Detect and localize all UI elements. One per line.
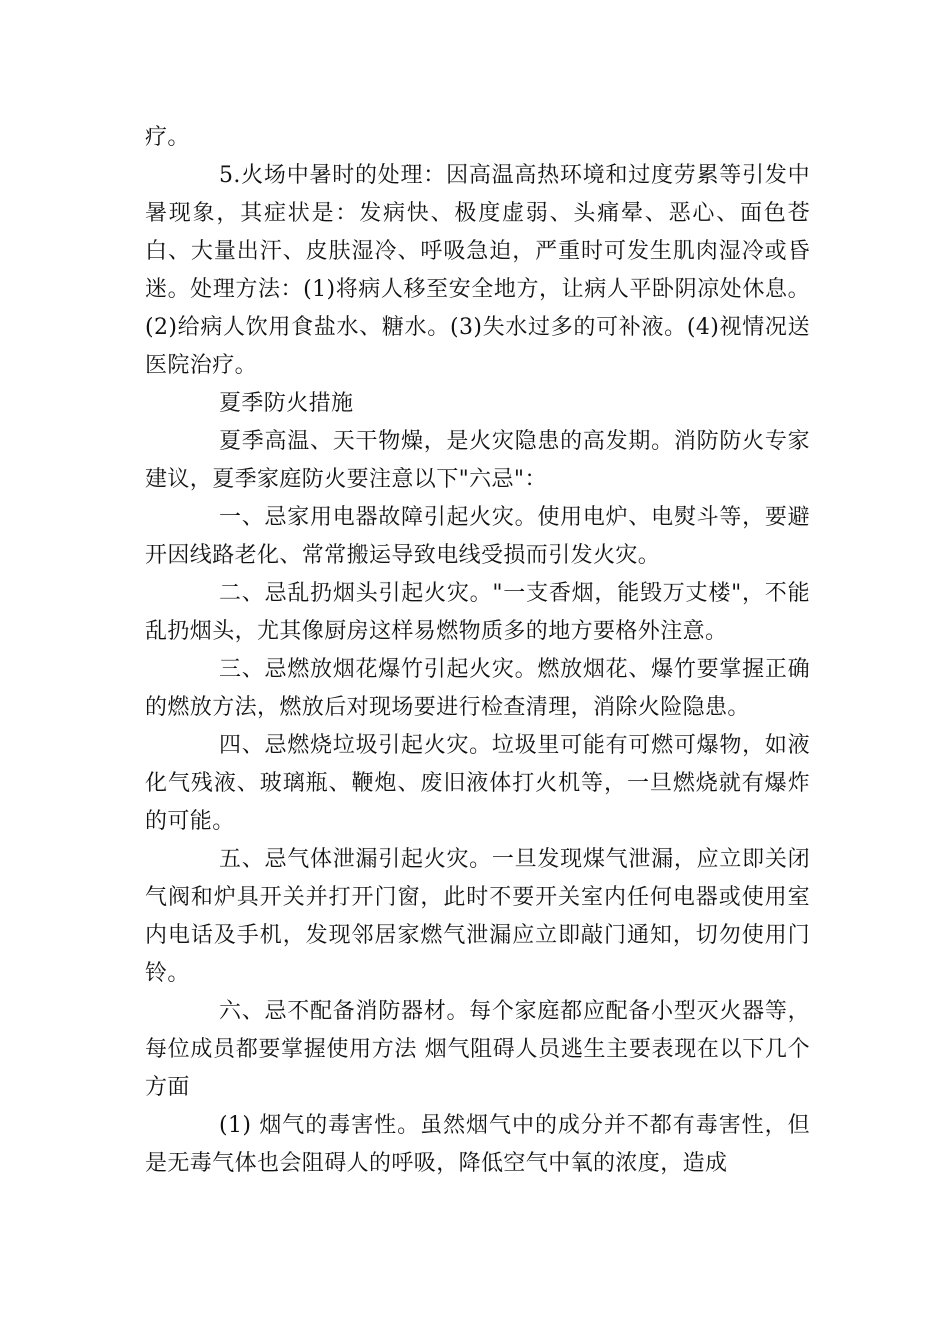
section-heading: 夏季防火措施 [219,391,354,416]
paragraph-rule-2: 二、忌乱扔烟头引起火灾。"一支香烟，能毁万丈楼"，不能乱扔烟头，尤其像厨房这样易燃物质多的地方要格外注意。 [145,581,810,644]
paragraph-rule-1: 一、忌家用电器故障引起火灾。使用电炉、电熨斗等，要避开因线路老化、常常搬运导致电线受损而引发火灾。 [145,505,810,568]
paragraph-rule-4: 四、忌燃烧垃圾引起火灾。垃圾里可能有可燃可爆物，如液化气残液、玻璃瓶、鞭炮、废旧液体打火机等，一旦燃烧就有爆炸的可能。 [145,733,810,834]
paragraph-rule-6: 六、忌不配备消防器材。每个家庭都应配备小型灭火器等，每位成员都要掌握使用方法 烟气阻碍人员逃生主要表现在以下几个方面 [145,999,810,1100]
paragraph-rule-5: 五、忌气体泄漏引起火灾。一旦发现煤气泄漏，应立即关闭气阀和炉具开关并打开门窗，此时不要开关室内任何电器或使用室内电话及手机，发现邻居家燃气泄漏应立即敲门通知，切勿使用门铃。 [145,847,810,986]
paragraph-intro: 夏季高温、天干物燥，是火灾隐患的高发期。消防防火专家建议，夏季家庭防火要注意以下"六忌"： [145,429,810,492]
paragraph-heatstroke-treatment: 5.火场中暑时的处理：因高温高热环境和过度劳累等引发中暑现象，其症状是：发病快、极度虚弱、头痛晕、恶心、面色苍白、大量出汗、皮肤湿冷、呼吸急迫，严重时可发生肌肉湿冷或昏迷。处理方法：(1)将病人移至安全地方，让病人平卧阴凉处休息。(2)给病人饮用食盐水、糖水。(3)失水过多的可补液。(4)视情况送医院治疗。 [145,163,810,378]
paragraph-smoke-toxicity: (1) 烟气的毒害性。虽然烟气中的成分并不都有毒害性，但是无毒气体也会阻碍人的呼吸，降低空气中氧的浓度，造成 [145,1113,810,1176]
document-body [145,119,810,1183]
paragraph-continuation: 疗。 [145,125,190,150]
paragraph-rule-3: 三、忌燃放烟花爆竹引起火灾。燃放烟花、爆竹要掌握正确的燃放方法，燃放后对现场要进行检查清理，消除火险隐患。 [145,657,810,720]
